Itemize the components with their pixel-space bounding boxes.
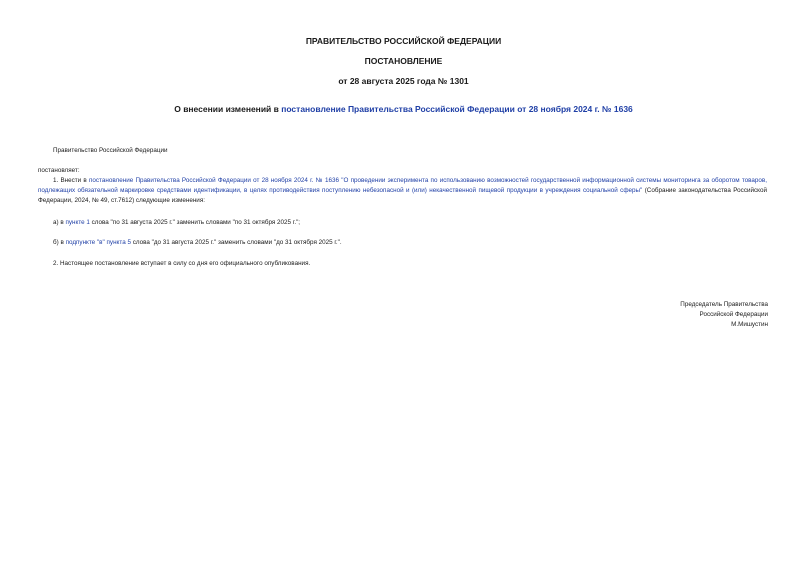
item-2-paragraph: 2. Настоящее постановление вступает в силу со дня его официального опубликования. (53, 260, 311, 267)
date-number-heading: от 28 августа 2025 года № 1301 (338, 76, 469, 86)
title-prefix: О внесении изменений в (174, 104, 282, 114)
item-b-suffix: слова "до 31 августа 2025 г." заменить словами "до 31 октября 2025 г.". (130, 239, 342, 246)
decrees-text: постановляет: (38, 167, 80, 174)
document-type-heading: ПОСТАНОВЛЕНИЕ (364, 56, 443, 66)
item-b-paragraph (53, 238, 342, 247)
item-b-subpoint-link[interactable]: подпункте "в" (65, 239, 105, 246)
item-1-decree-link[interactable]: постановление Правительства Российской Федерации от 28 ноября 2024 г. № 1636 (89, 177, 340, 184)
item-b-point-link[interactable]: пункта 5 (106, 239, 131, 246)
government-heading: ПРАВИТЕЛЬСТВО РОССИЙСКОЙ ФЕДЕРАЦИИ (305, 36, 502, 46)
item-a-link[interactable]: пункте 1 (65, 219, 90, 226)
item-a-prefix: а) в (53, 219, 66, 226)
item-1-title-link[interactable]: "О проведении эксперимента по использованию возможностей государственной информационной системы мониторинга за оборотом товаров, подлежащих обязательной маркировке средствами идентификации, в целях противодействия поступлению небезопасной и (или) некачественной пищевой продукции в учреждения социальной сферы" (38, 177, 768, 194)
item-1-paragraph (38, 176, 767, 206)
item-1-prefix: 1. Внести в (53, 177, 89, 184)
intro-text: Правительство Российской Федерации (53, 147, 168, 154)
title-link[interactable]: постановление Правительства Российской Федерации от 28 ноября 2024 г. № 1636 (281, 104, 633, 114)
signature-position: Председатель Правительства (680, 301, 768, 308)
signature-organization: Российской Федерации (699, 311, 768, 318)
item-1-suffix: (Собрание законодательства Российской Федерации, 2024, № 49, ст.7612) следующие изменения: (38, 187, 767, 204)
item-b-prefix: б) в (53, 239, 66, 246)
signature-name: М.Мишустин (731, 321, 768, 328)
item-a-suffix: слова "по 31 августа 2025 г." заменить словами "по 31 октября 2025 г."; (89, 219, 301, 226)
document-title (0, 104, 807, 115)
item-a-paragraph (53, 218, 300, 227)
